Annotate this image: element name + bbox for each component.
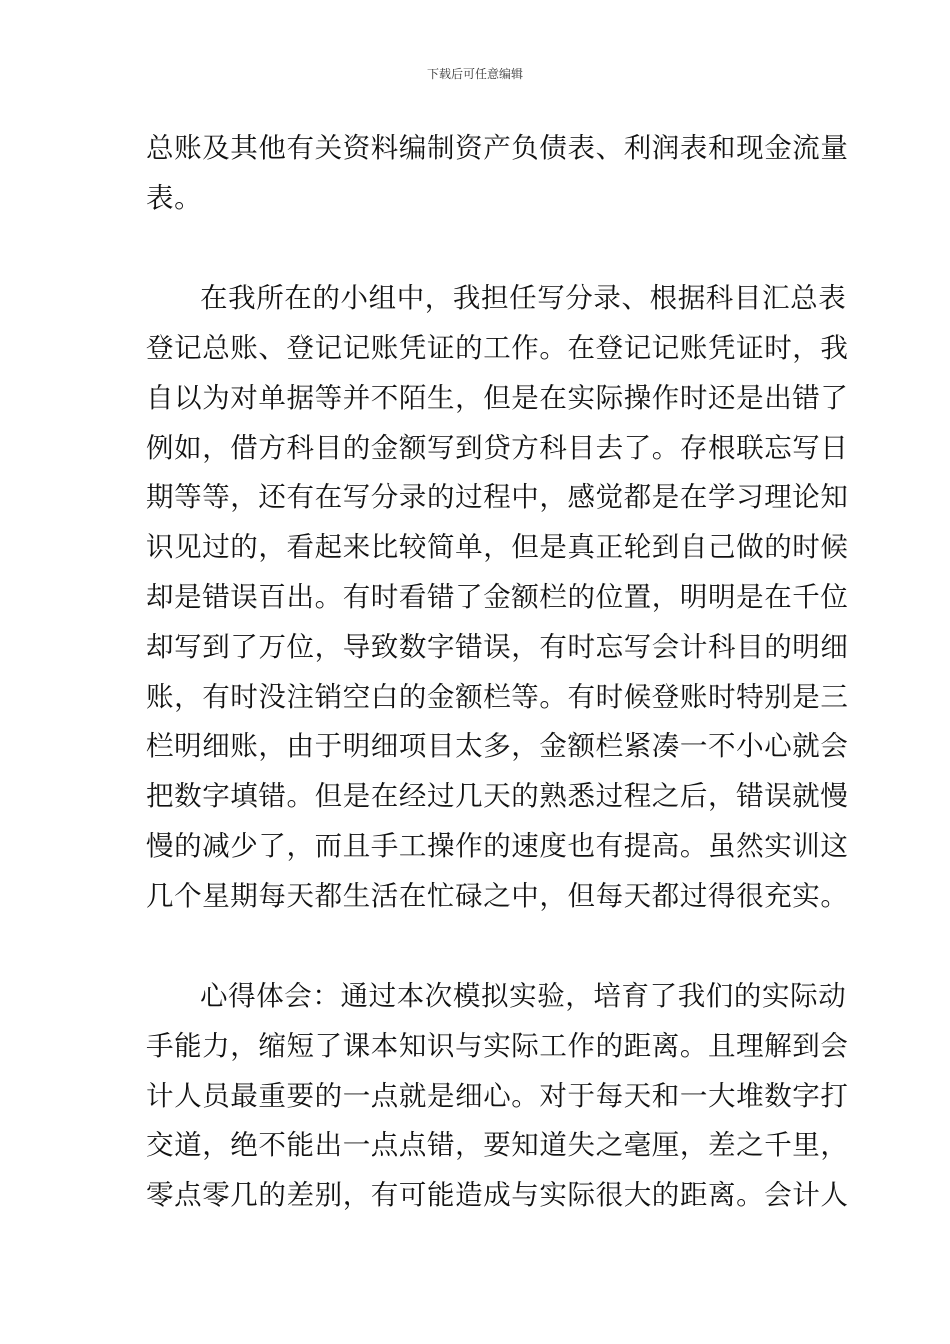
paragraph-2-line-13: 几个星期每天都生活在忙碌之中，但每天都过得很充实。 [146, 880, 849, 912]
paragraph-2-line-11: 把数字填错。但是在经过几天的熟悉过程之后，错误就慢 [146, 780, 849, 812]
paragraph-2-line-7: 却是错误百出。有时看错了金额栏的位置，明明是在千位 [146, 581, 849, 613]
paragraph-2-line-2: 登记总账、登记记账凭证的工作。在登记记账凭证时，我 [146, 332, 849, 364]
paragraph-3-line-2: 手能力，缩短了课本知识与实际工作的距离。且理解到会 [146, 1030, 849, 1062]
paragraph-2-line-8: 却写到了万位，导致数字错误，有时忘写会计科目的明细 [146, 631, 849, 663]
paragraph-3-line-5: 零点零几的差别，有可能造成与实际很大的距离。会计人 [146, 1179, 849, 1211]
paragraph-3-line-3: 计人员最重要的一点就是细心。对于每天和一大堆数字打 [146, 1080, 849, 1112]
paragraph-2-line-10: 栏明细账，由于明细项目太多，金额栏紧凑一不小心就会 [146, 730, 849, 762]
paragraph-2-line-4: 例如，借方科目的金额写到贷方科目去了。存根联忘写日 [146, 432, 849, 464]
paragraph-2-line-12: 慢的减少了，而且手工操作的速度也有提高。虽然实训这 [146, 830, 849, 862]
paragraph-2-line-5: 期等等，还有在写分录的过程中，感觉都是在学习理论知 [146, 481, 849, 513]
paragraph-3-line-4: 交道，绝不能出一点点错，要知道失之毫厘，差之千里， [146, 1129, 849, 1161]
page-header: 下载后可任意编辑 [426, 67, 523, 81]
paragraph-2-line-9: 账，有时没注销空白的金额栏等。有时候登账时特别是三 [146, 681, 849, 713]
paragraph-1-line-2: 表。 [146, 182, 203, 214]
paragraph-2-line-1: 在我所在的小组中，我担任写分录、根据科目汇总表 [200, 282, 847, 314]
paragraph-1-line-1: 总账及其他有关资料编制资产负债表、利润表和现金流量 [146, 132, 849, 164]
paragraph-2-line-6: 识见过的，看起来比较简单，但是真正轮到自己做的时候 [146, 531, 849, 563]
paragraph-3-line-1: 心得体会：通过本次模拟实验，培育了我们的实际动 [200, 980, 847, 1012]
paragraph-2-line-3: 自以为对单据等并不陌生，但是在实际操作时还是出错了 [146, 382, 849, 414]
